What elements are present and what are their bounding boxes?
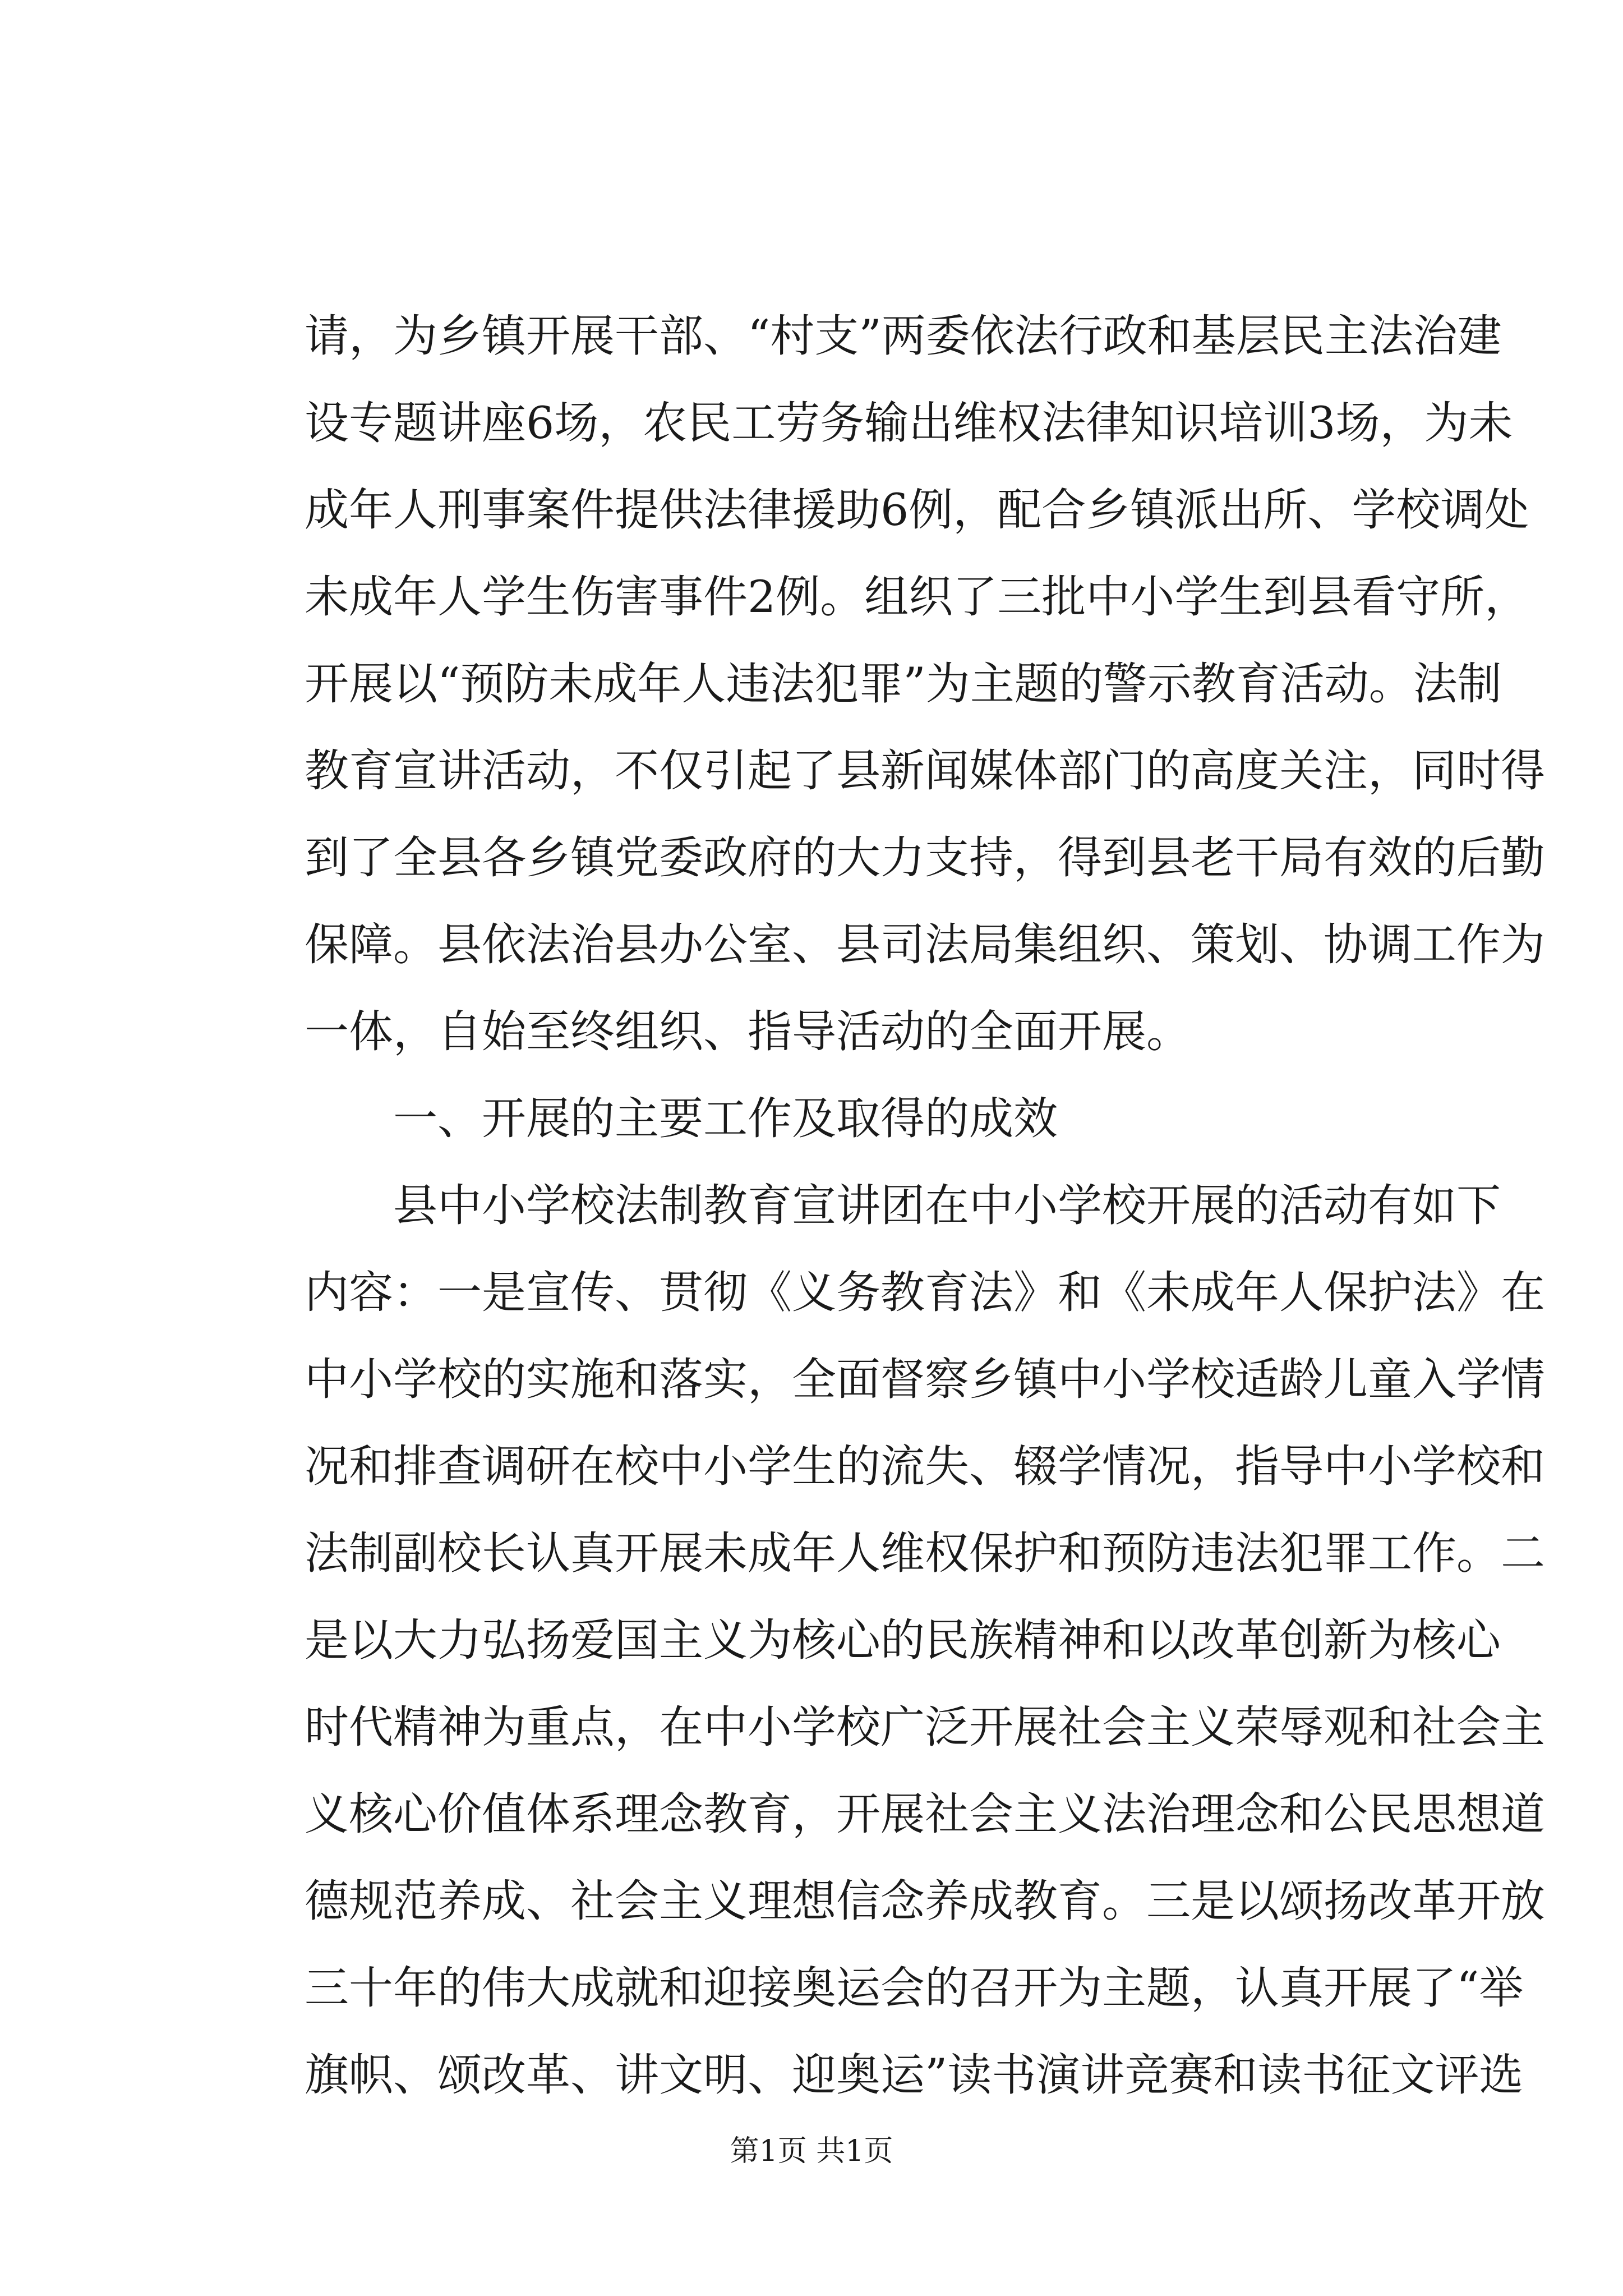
page-footer: 第1页 共1页 — [730, 2134, 893, 2168]
text-line: 县中小学校法制教育宣讲团在中小学校开展的活动有如下 — [393, 1180, 1501, 1231]
text-line: 请，为乡镇开展干部、“村支”两委依法行政和基层民主法治建 — [305, 310, 1502, 362]
text-line: 德规范养成、社会主义理想信念养成教育。三是以颂扬改革开放 — [305, 1875, 1545, 1927]
text-line: 开展以“预防未成年人违法犯罪”为主题的警示教育活动。法制 — [305, 658, 1502, 710]
text-line: 是以大力弘扬爱国主义为核心的民族精神和以改革创新为核心 — [305, 1614, 1501, 1666]
body-text — [305, 293, 1545, 2119]
text-line: 义核心价值体系理念教育，开展社会主义法治理念和公民思想道 — [305, 1788, 1545, 1840]
text-line: 设专题讲座6场，农民工劳务输出维权法律知识培训3场，为未 — [305, 397, 1513, 449]
text-line: 保障。县依法治县办公室、县司法局集组织、策划、协调工作为 — [305, 919, 1545, 970]
text-line: 成年人刑事案件提供法律援助6例，配合乡镇派出所、学校调处 — [305, 484, 1529, 536]
text-line: 一体，自始至终组织、指导活动的全面开展。 — [305, 1006, 1191, 1057]
section-heading: 一、开展的主要工作及取得的成效 — [393, 1093, 1058, 1144]
text-line: 三十年的伟大成就和迎接奥运会的召开为主题，认真开展了“举 — [305, 1962, 1524, 2014]
text-line: 未成年人学生伤害事件2例。组织了三批中小学生到县看守所， — [305, 571, 1529, 623]
text-line: 旗帜、颂改革、讲文明、迎奥运”读书演讲竞赛和读书征文评选 — [305, 2049, 1524, 2101]
text-line: 到了全县各乡镇党委政府的大力支持，得到县老干局有效的后勤 — [305, 832, 1545, 884]
text-line: 法制副校长认真开展未成年人维权保护和预防违法犯罪工作。二 — [305, 1527, 1545, 1579]
text-line: 中小学校的实施和落实，全面督察乡镇中小学校适龄儿童入学情 — [305, 1354, 1545, 1405]
text-line: 内容：一是宣传、贯彻《义务教育法》和《未成年人保护法》在 — [305, 1267, 1545, 1318]
text-line: 况和排查调研在校中小学生的流失、辍学情况，指导中小学校和 — [305, 1441, 1545, 1492]
text-line: 教育宣讲活动，不仅引起了县新闻媒体部门的高度关注，同时得 — [305, 745, 1545, 797]
text-line: 时代精神为重点，在中小学校广泛开展社会主义荣辱观和社会主 — [305, 1701, 1545, 1753]
